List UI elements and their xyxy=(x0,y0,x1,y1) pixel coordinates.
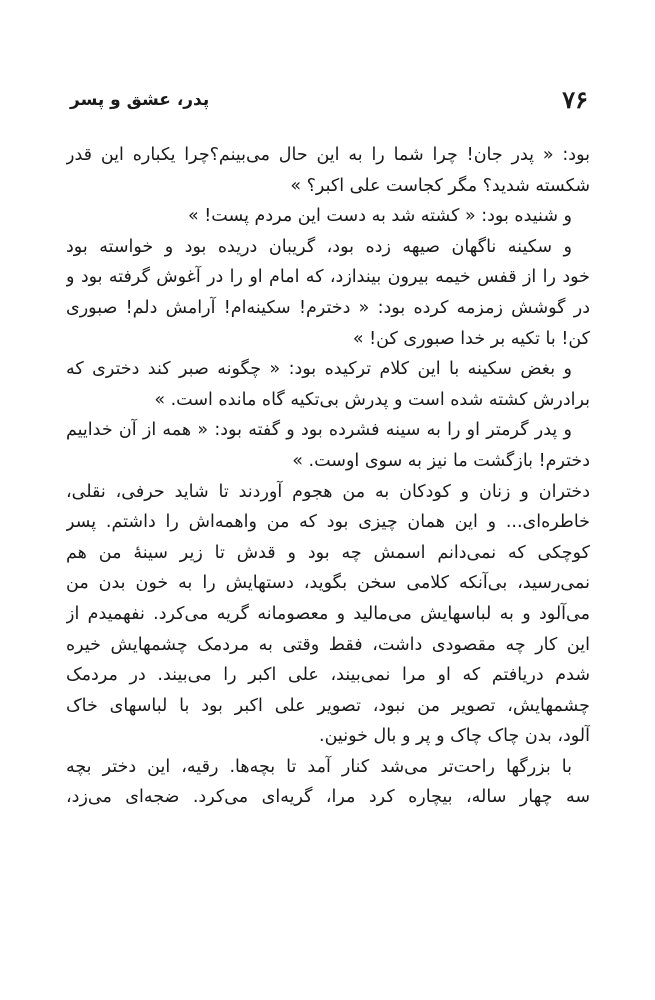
text-line: و بغض سکینه با این کلام ترکیده بود: « چگونه صبر کند دختری که xyxy=(66,359,572,380)
text-line: و شنیده بود: « کشته شد به دست این مردم پست! » xyxy=(188,206,572,227)
text-line: شکسته شدید؟ مگر کجاست علی اکبر؟ » xyxy=(290,175,590,196)
text-line: با بزرگها راحت‌تر می‌شد کنار آمد تا بچه‌ها. رقیه، این دختر بچه xyxy=(66,756,572,777)
text-line: چشمهایش، تصویر من نبود، تصویر علی اکبر بود با لباسهای خاک xyxy=(66,695,590,716)
page-number: ۷۶ xyxy=(562,85,588,114)
text-line: دختران و زنان و کودکان به من هجوم آوردند تا شاید حرفی، نقلی، xyxy=(66,481,590,502)
book-title: پدر، عشق و پسر xyxy=(70,90,210,110)
text-line: خاطره‌ای... و این همان چیزی بود که من واهمه‌اش را داشتم. پسر xyxy=(66,512,590,533)
text-line: در گوشش زمزمه کرده بود: « دخترم! سکینه‌ام! آرامش دلم! صبوری xyxy=(66,297,590,318)
text-line: شدم دریافتم که او مرا نمی‌بیند، علی اکبر را می‌بیند. در مردمک xyxy=(66,665,590,686)
text-line: دخترم! بازگشت ما نیز به سوی اوست. » xyxy=(292,450,590,471)
text-line: و پدر گرمتر او را به سینه فشرده بود و گفته بود: « همه از آن خداییم xyxy=(66,420,572,441)
text-line: کوچکی که نمی‌دانم اسمش چه بود و قدش تا زیر سینهٔ من هم xyxy=(66,542,590,563)
text-line: بود: « پدر جان! چرا شما را به این حال می‌بینم؟چرا یکباره این قدر xyxy=(66,145,590,165)
body-text xyxy=(66,140,590,813)
text-line: این کار چه مقصودی داشت، فقط وقتی به مردمک چشمهایش خیره xyxy=(66,634,590,655)
text-line: آلود، بدن چاک چاک و پر و بال خونین. xyxy=(319,726,590,747)
text-line: نمی‌رسید، بی‌آنکه کلامی سخن بگوید، دستهایش را به خون بدن من xyxy=(66,573,590,594)
text-line: سه چهار ساله، بیچاره کرد مرا، گریه‌ای می‌کرد. ضجه‌ای می‌زد، xyxy=(66,787,590,808)
running-head xyxy=(70,84,588,116)
text-line: خود را از قفس خیمه بیرون بیندازد، که امام او را در آغوش گرفته بود و xyxy=(66,267,590,288)
text-line: می‌آلود و به لباسهایش می‌مالید و معصومانه گریه می‌کرد. نفهمیدم از xyxy=(66,603,590,624)
text-line: کن! با تکیه بر خدا صبوری کن! » xyxy=(352,328,590,349)
text-line: برادرش کشته شده است و پدرش بی‌تکیه گاه مانده است. » xyxy=(154,389,590,410)
text-line: و سکینه ناگهان صیهه زده بود، گریبان دریده بود و خواسته بود xyxy=(66,236,572,257)
